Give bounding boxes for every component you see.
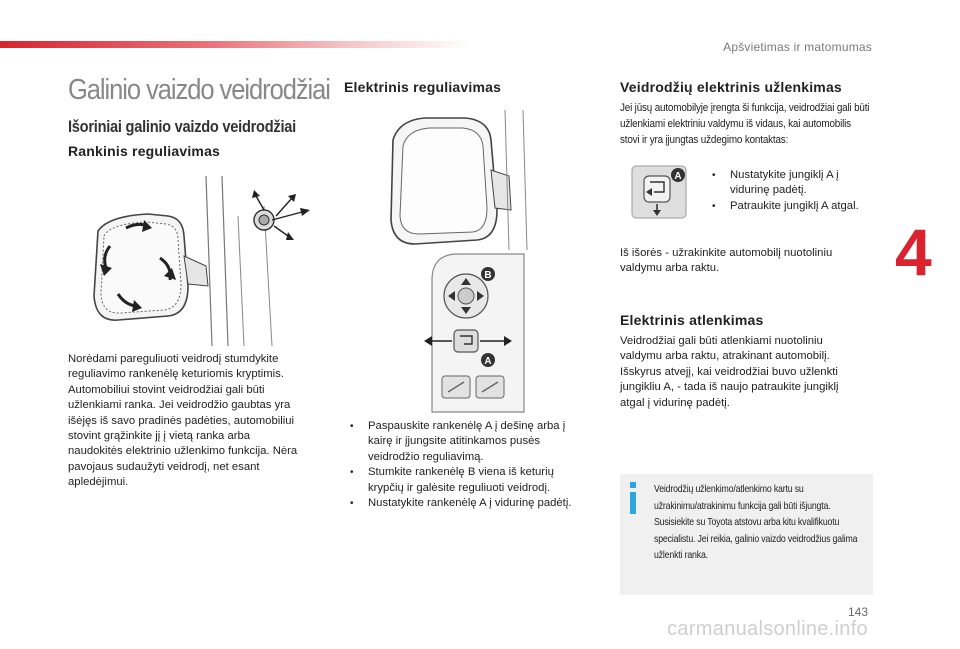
heading-electric: Elektrinis reguliavimas [344, 79, 502, 95]
header-accent-bar [0, 41, 470, 48]
electric-mirror-illustration [385, 110, 530, 250]
info-box [620, 474, 873, 595]
label-b: B [484, 270, 492, 281]
electric-bullets [344, 419, 590, 511]
folding-bullet-2: • Patraukite jungiklį A atgal. [706, 199, 876, 214]
folding-switch-illustration [632, 166, 690, 218]
folding-bullet-1: • Nustatykite jungiklį A į vidurinę padėtį. [706, 168, 876, 199]
heading-manual: Rankinis reguliavimas [68, 143, 221, 159]
unfolding-paragraph: Veidrodžiai gali būti atlenkiami nuotoliniu valdymu arba raktu, atrakinant automobilį. Išskyrus atvejį, kai veidrodžiai buvo užlenkti jungikliu A, - tada iš naujo patraukite jungiklį atgal į vidurinę padėtį. [620, 335, 839, 409]
manual-paragraph: Norėdami pareguliuoti veidrodį stumdykite reguliavimo rankenėlę keturiomis kryptimis. Automobiliui stovint veidrodžiai gali būti užlenkiami ranka. Jei veidrodžio gaubtas yra išėjęs iš savo pradinės padėties, automobiliui stovint grąžinkite jį į vietą ranka arba naudokitės elektrinio užlenkimo funkcija. Nėra pavojaus sudaužyti veidrodį, net esant apledėjimui. [68, 353, 298, 489]
folding-label-a: A [674, 171, 682, 182]
electric-switch-illustration [424, 250, 534, 412]
heading-unfolding: Elektrinis atlenkimas [620, 312, 764, 328]
section-header: Apšvietimas ir matomumas [723, 40, 872, 54]
info-text: Veidrodžių užlenkimo/atlenkimo kartu su užrakinimu/atrakinimu funkcija gali būti išjungta. Susisiekite su Toyota atstovu arba kitu kvalifikuotu specialistu. Jei reikia, galinio vaizdo veidrodžius galima užlenkti ranka. [654, 484, 858, 561]
folding-intro: Jei jūsų automobilyje įrengta ši funkcija, veidrodžiai gali būti užlenkiami elektriniu valdymu iš vidaus, kai automobilis stovi ir yra įjungtas uždegimo kontaktas: [620, 102, 870, 146]
electric-bullet-2: • Stumkite rankenėlę B viena iš keturių krypčių ir galėsite reguliuoti veidrodį. [344, 465, 590, 496]
page-title: Galinio vaizdo veidrodžiai [68, 74, 330, 106]
manual-mirror-illustration [88, 176, 330, 346]
page-number: 143 [847, 605, 868, 619]
folding-bullets [706, 168, 876, 214]
label-a: A [484, 356, 492, 367]
watermark: carmanualsonline.info [667, 618, 868, 640]
electric-bullet-1: • Paspauskite rankenėlę A į dešinę arba į kairę ir įjungsite atitinkamos pusės veidrodžio reguliavimą. [344, 419, 590, 465]
subtitle: Išoriniai galinio vaizdo veidrodžiai [68, 117, 296, 136]
info-icon [628, 482, 638, 514]
heading-folding: Veidrodžių elektrinis užlenkimas [620, 79, 842, 95]
outside-text: Iš išorės - užrakinkite automobilį nuotoliniu valdymu arba raktu. [620, 247, 833, 275]
chapter-number: 4 [895, 215, 932, 289]
chapter-tab [889, 215, 960, 298]
electric-bullet-3: • Nustatykite rankenėlę A į vidurinę padėtį. [344, 496, 590, 511]
